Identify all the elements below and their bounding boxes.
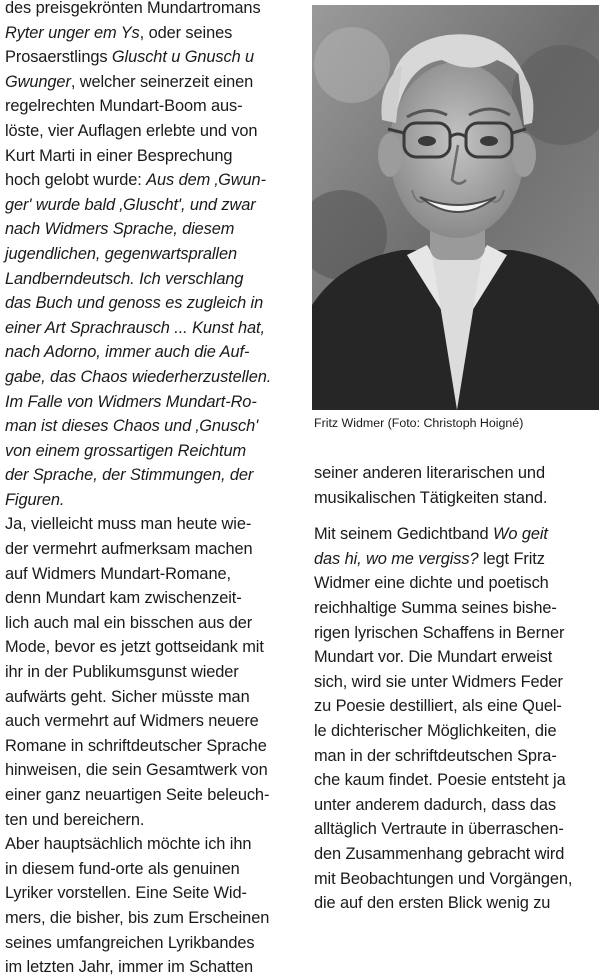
text-line xyxy=(314,842,600,867)
text-line xyxy=(5,414,301,439)
text-segment: reichhaltige Summa seines bishe- xyxy=(314,598,557,617)
text-line xyxy=(5,635,301,660)
text-line xyxy=(5,390,301,415)
text-line xyxy=(5,291,301,316)
text-segment: Prosaerstlings xyxy=(5,48,112,67)
photo-caption: Fritz Widmer (Foto: Christoph Hoigné) xyxy=(314,416,524,430)
text-segment: einer ganz neuartigen Seite beleuch- xyxy=(5,786,270,804)
text-line xyxy=(5,463,301,488)
text-line xyxy=(5,537,301,562)
text-segment: zu Poesie destilliert, als eine Quel- xyxy=(314,697,562,716)
text-line xyxy=(314,670,600,695)
text-line xyxy=(5,193,301,218)
text-segment: hoch gelobt wurde: xyxy=(5,171,147,190)
text-line xyxy=(5,857,301,882)
portrait-illustration xyxy=(312,5,599,410)
text-segment: im letzten Jahr, immer im Schatten xyxy=(5,958,254,977)
text-segment: den Zusammenhang gebracht wird xyxy=(314,844,565,863)
italic-text-segment: Gluscht u Gnusch u xyxy=(111,48,255,67)
text-segment: aufwärts geht. Sicher müsste man xyxy=(5,687,250,706)
text-segment: , oder seines xyxy=(139,23,233,42)
text-line xyxy=(5,45,301,70)
text-segment: Aber hauptsächlich möchte ich ihn xyxy=(5,835,252,854)
italic-text-segment: Wo geit xyxy=(493,525,548,544)
text-segment: seines umfangreichen Lyrikbandes xyxy=(5,933,255,952)
text-line xyxy=(314,719,600,744)
right-text-column xyxy=(314,461,600,916)
text-segment: der vermehrt aufmerksam machen xyxy=(5,540,253,559)
text-segment: rigen lyrischen Schaffens in Berner xyxy=(314,623,565,642)
text-segment: Mit seinem Gedichtband xyxy=(314,525,493,544)
text-line xyxy=(5,488,301,513)
text-segment: , welcher seinerzeit einen xyxy=(70,72,254,91)
text-line xyxy=(5,660,301,685)
italic-text-segment: Gwunger xyxy=(5,72,71,91)
italic-text-segment: Im Falle von Widmers Mundart-Ro- xyxy=(5,392,257,411)
text-line xyxy=(314,571,600,596)
text-segment: unter anderem dadurch, dass das xyxy=(314,795,556,814)
text-line xyxy=(314,768,600,793)
text-line xyxy=(5,512,301,537)
text-line xyxy=(314,744,600,769)
text-segment: auf Widmers Mundart-Romane, xyxy=(5,564,231,583)
text-line xyxy=(5,808,301,833)
italic-text-segment: Aus dem ‚Gwun- xyxy=(146,171,266,190)
italic-text-segment: das hi, wo me vergiss? xyxy=(314,549,479,568)
text-line xyxy=(5,0,301,21)
text-line xyxy=(314,867,600,892)
text-segment: die auf den ersten Blick wenig zu xyxy=(314,894,551,913)
text-segment: regelrechten Mundart-Boom aus- xyxy=(5,97,243,116)
text-line xyxy=(314,621,600,646)
text-segment: Kurt Marti in einer Besprechung xyxy=(5,146,233,165)
text-segment: sich, wird sie unter Widmers Feder xyxy=(314,672,563,691)
italic-text-segment: nach Adorno, immer auch die Auf- xyxy=(5,343,250,362)
text-line xyxy=(5,439,301,464)
text-line xyxy=(314,522,600,547)
text-segment: alltäglich Vertraute in überraschen- xyxy=(314,820,564,839)
text-line xyxy=(5,70,301,95)
italic-text-segment: gabe, das Chaos wiederherzustellen. xyxy=(5,367,272,386)
text-line xyxy=(314,461,600,486)
text-line xyxy=(314,891,600,916)
text-line xyxy=(5,562,301,587)
text-segment: man in der schriftdeutschen Spra- xyxy=(314,746,557,765)
text-segment: mers, die bisher, bis zum Erscheinen xyxy=(5,908,270,927)
italic-text-segment: einer Art Sprachrausch ... Kunst hat, xyxy=(5,318,265,337)
text-line xyxy=(5,783,301,808)
text-segment: Widmer eine dichte und poetisch xyxy=(314,574,549,593)
italic-text-segment: Landberndeutsch. Ich verschlang xyxy=(5,269,244,288)
text-line xyxy=(314,817,600,842)
text-line xyxy=(5,685,301,710)
text-line xyxy=(5,881,301,906)
text-line xyxy=(5,21,301,46)
text-segment: seiner anderen literarischen und xyxy=(314,464,545,482)
text-line xyxy=(5,734,301,759)
text-segment: auch vermehrt auf Widmers neuere xyxy=(5,712,259,731)
text-line xyxy=(5,832,301,857)
text-segment: musikalischen Tätigkeiten stand. xyxy=(314,488,548,507)
text-line xyxy=(314,486,600,511)
italic-text-segment: von einem grossartigen Reichtum xyxy=(5,441,247,460)
text-line xyxy=(314,596,600,621)
italic-text-segment: jugendlichen, gegenwartsprallen xyxy=(5,244,237,263)
text-line xyxy=(5,168,301,193)
author-portrait-photo xyxy=(312,5,599,410)
text-line xyxy=(5,267,301,292)
text-line xyxy=(5,709,301,734)
text-segment: mit Beobachtungen und Vorgängen, xyxy=(314,869,573,888)
italic-text-segment: man ist dieses Chaos und ‚Gnusch' xyxy=(5,417,259,436)
text-line xyxy=(5,242,301,267)
text-segment: lich auch mal ein bisschen aus der xyxy=(5,613,253,632)
text-line xyxy=(5,316,301,341)
text-line xyxy=(5,611,301,636)
text-segment: Lyriker vorstellen. Eine Seite Wid- xyxy=(5,884,247,903)
italic-text-segment: Ryter unger em Ys xyxy=(5,23,140,42)
text-line xyxy=(5,340,301,365)
text-line xyxy=(5,365,301,390)
text-line xyxy=(314,645,600,670)
text-segment: ihr in der Publikumsgunst wieder xyxy=(5,663,239,682)
text-segment: legt Fritz xyxy=(478,549,545,568)
text-line xyxy=(5,931,301,956)
text-segment: Romane in schriftdeutscher Sprache xyxy=(5,736,267,755)
text-line xyxy=(5,906,301,931)
italic-text-segment: ger' wurde bald ‚Gluscht', und zwar xyxy=(5,195,256,214)
text-line xyxy=(314,793,600,818)
text-segment: Mundart vor. Die Mundart erweist xyxy=(314,648,553,667)
text-segment: Mode, bevor es jetzt gottseidank mit xyxy=(5,638,264,657)
left-text-column xyxy=(5,0,301,980)
italic-text-segment: der Sprache, der Stimmungen, der xyxy=(5,466,254,485)
text-line xyxy=(314,547,600,572)
text-segment: che kaum findet. Poesie entsteht ja xyxy=(314,771,566,790)
text-segment: löste, vier Auflagen erlebte und von xyxy=(5,121,258,140)
text-segment: in diesem fund-orte als genuinen xyxy=(5,859,240,878)
paragraph-gap xyxy=(314,510,600,522)
italic-text-segment: nach Widmers Sprache, diesem xyxy=(5,220,235,239)
text-line xyxy=(5,119,301,144)
text-line xyxy=(5,586,301,611)
text-line xyxy=(5,217,301,242)
text-line xyxy=(314,694,600,719)
italic-text-segment: Figuren. xyxy=(5,490,65,509)
text-line xyxy=(5,955,301,980)
text-line xyxy=(5,94,301,119)
text-segment: ten und bereichern. xyxy=(5,810,145,829)
text-line xyxy=(5,144,301,169)
text-segment: Ja, vielleicht muss man heute wie- xyxy=(5,515,252,534)
text-segment: hinweisen, die sein Gesamtwerk von xyxy=(5,761,268,780)
text-line xyxy=(5,758,301,783)
italic-text-segment: das Buch und genoss es zugleich in xyxy=(5,294,264,313)
text-segment: des preisgekrönten Mundartromans xyxy=(5,0,261,17)
text-segment: denn Mundart kam zwischenzeit- xyxy=(5,589,242,608)
text-segment: le dichterischer Möglichkeiten, die xyxy=(314,721,557,740)
